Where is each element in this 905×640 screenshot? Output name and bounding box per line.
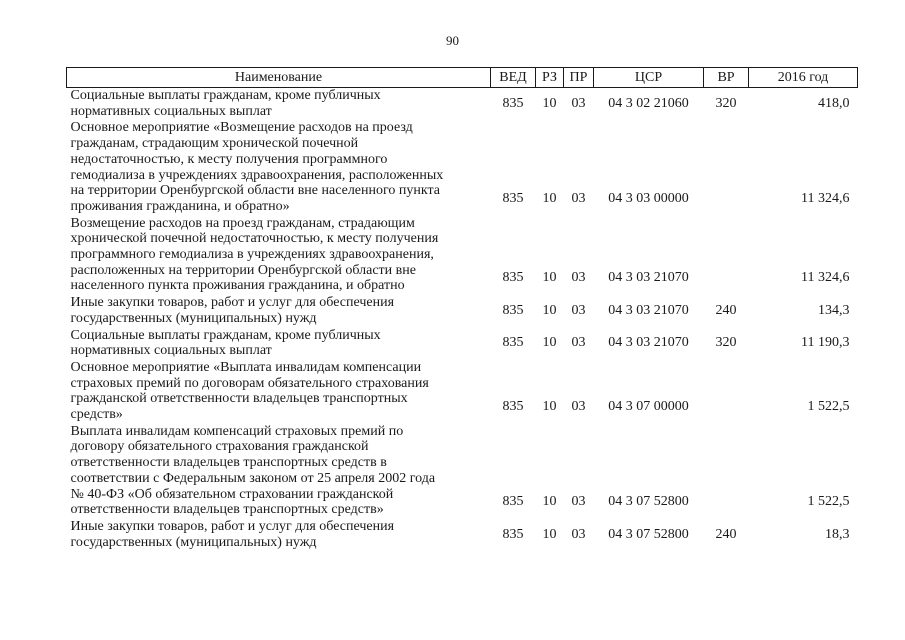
row-pr: 03	[571, 95, 586, 111]
row-name-line: гемодиализа в учреждениях здравоохранения, расположенных	[70, 167, 444, 183]
row-name-line: государственных (муниципальных) нужд	[70, 534, 317, 550]
row-name-line: Иные закупки товаров, работ и услуг для обеспечения	[70, 518, 395, 534]
row-pr: 03	[571, 526, 586, 542]
row-rz: 10	[542, 302, 557, 318]
row-name-line: соответствии с Федеральным законом от 25 апреля 2002 года	[70, 470, 436, 486]
row-name-line: Основное мероприятие «Выплата инвалидам компенсации	[70, 359, 422, 375]
row-vr	[704, 360, 749, 424]
row-name	[67, 519, 491, 551]
row-amount: 1 522,5	[807, 494, 850, 510]
table-body	[67, 88, 858, 552]
row-csr: 04 3 07 52800	[608, 494, 689, 510]
row-name-line: ответственности владельцев транспортных средств в	[70, 455, 387, 471]
row-name-line: недостаточностью, к месту получения программного	[70, 151, 388, 167]
table-row	[67, 360, 858, 424]
header-name: Наименование	[67, 68, 491, 88]
row-vr: 320	[715, 95, 737, 111]
row-rz: 10	[542, 95, 557, 111]
row-name-line: ответственности владельцев транспортных средств»	[70, 502, 384, 518]
row-name-line: программного гемодиализа в учреждениях здравоохранения,	[70, 247, 434, 263]
row-csr: 04 3 02 21060	[608, 95, 689, 111]
row-csr: 04 3 03 21070	[608, 302, 689, 318]
row-rz: 10	[542, 494, 557, 510]
row-amount: 418,0	[818, 95, 850, 111]
row-name-line: гражданам, страдающим хронической почечной	[70, 136, 359, 152]
row-vr	[704, 120, 749, 215]
header-ved: ВЕД	[491, 68, 536, 88]
row-rz: 10	[542, 526, 557, 542]
row-name	[67, 295, 491, 327]
row-ved: 835	[502, 494, 524, 510]
row-name-line: договору обязательного страхования гражданской	[70, 439, 369, 455]
row-amount: 1 522,5	[807, 399, 850, 415]
row-rz: 10	[542, 190, 557, 206]
table-header-row	[67, 68, 858, 88]
table-row	[67, 519, 858, 551]
table-row	[67, 120, 858, 215]
row-ved: 835	[502, 95, 524, 111]
row-name-line: хронической почечной недостаточностью, к месту получения	[70, 231, 439, 247]
row-name-line: Выплата инвалидам компенсаций страховых премий по	[70, 423, 404, 439]
budget-table	[66, 67, 858, 551]
page-number: 90	[446, 33, 459, 48]
row-name	[67, 424, 491, 519]
row-ved: 835	[502, 335, 524, 351]
row-ved: 835	[502, 526, 524, 542]
row-pr: 03	[571, 302, 586, 318]
row-vr: 240	[715, 302, 737, 318]
row-ved: 835	[502, 190, 524, 206]
row-name-line: нормативных социальных выплат	[70, 103, 272, 119]
row-name-line: № 40-ФЗ «Об обязательном страховании гражданской	[70, 486, 394, 502]
row-pr: 03	[571, 494, 586, 510]
row-csr: 04 3 03 21070	[608, 270, 689, 286]
row-name-line: государственных (муниципальных) нужд	[70, 310, 317, 326]
row-name-line: нормативных социальных выплат	[70, 343, 272, 359]
row-name-line: Иные закупки товаров, работ и услуг для обеспечения	[70, 295, 395, 311]
table-row	[67, 216, 858, 296]
row-rz: 10	[542, 335, 557, 351]
row-name-line: Социальные выплаты гражданам, кроме публичных	[70, 88, 381, 103]
row-name-line: страховых премий по договорам обязательного страхования	[70, 375, 429, 391]
header-rz: РЗ	[536, 68, 564, 88]
row-vr	[704, 424, 749, 519]
table-row	[67, 328, 858, 360]
row-name-line: населенного пункта проживания гражданина, и обратно	[70, 278, 405, 294]
header-year: 2016 год	[749, 68, 858, 88]
row-name-line: Основное мероприятие «Возмещение расходов на проезд	[70, 120, 413, 136]
row-pr: 03	[571, 270, 586, 286]
row-amount: 134,3	[818, 302, 850, 318]
row-csr: 04 3 07 00000	[608, 399, 689, 415]
row-name	[67, 88, 491, 121]
row-rz: 10	[542, 270, 557, 286]
table-row	[67, 295, 858, 327]
row-amount: 11 190,3	[801, 335, 850, 351]
row-name	[67, 360, 491, 424]
row-name-line: Возмещение расходов на проезд гражданам, страдающим	[70, 215, 415, 231]
row-rz: 10	[542, 399, 557, 415]
row-csr: 04 3 07 52800	[608, 526, 689, 542]
row-name-line: расположенных на территории Оренбургской области вне	[70, 262, 416, 278]
row-ved: 835	[502, 302, 524, 318]
row-csr: 04 3 03 00000	[608, 190, 689, 206]
row-name-line: проживания гражданина, и обратно»	[70, 198, 290, 214]
row-name-line: Социальные выплаты гражданам, кроме публичных	[70, 327, 381, 343]
row-name	[67, 328, 491, 360]
row-amount: 11 324,6	[801, 270, 850, 286]
row-csr: 04 3 03 21070	[608, 335, 689, 351]
row-pr: 03	[571, 335, 586, 351]
row-pr: 03	[571, 399, 586, 415]
row-vr: 240	[715, 526, 737, 542]
header-csr: ЦСР	[594, 68, 704, 88]
row-ved: 835	[502, 270, 524, 286]
header-vr: ВР	[704, 68, 749, 88]
row-name-line: средств»	[70, 407, 123, 423]
row-vr	[704, 216, 749, 296]
row-vr: 320	[715, 335, 737, 351]
row-name-line: гражданской ответственности владельцев транспортных	[70, 391, 408, 407]
header-pr: ПР	[564, 68, 594, 88]
row-pr: 03	[571, 190, 586, 206]
row-name-line: на территории Оренбургской области вне населенного пункта	[70, 183, 440, 199]
row-name	[67, 216, 491, 296]
table-row	[67, 88, 858, 121]
row-amount: 18,3	[825, 526, 850, 542]
row-name	[67, 120, 491, 215]
table-row	[67, 424, 858, 519]
row-ved: 835	[502, 399, 524, 415]
row-amount: 11 324,6	[801, 190, 850, 206]
